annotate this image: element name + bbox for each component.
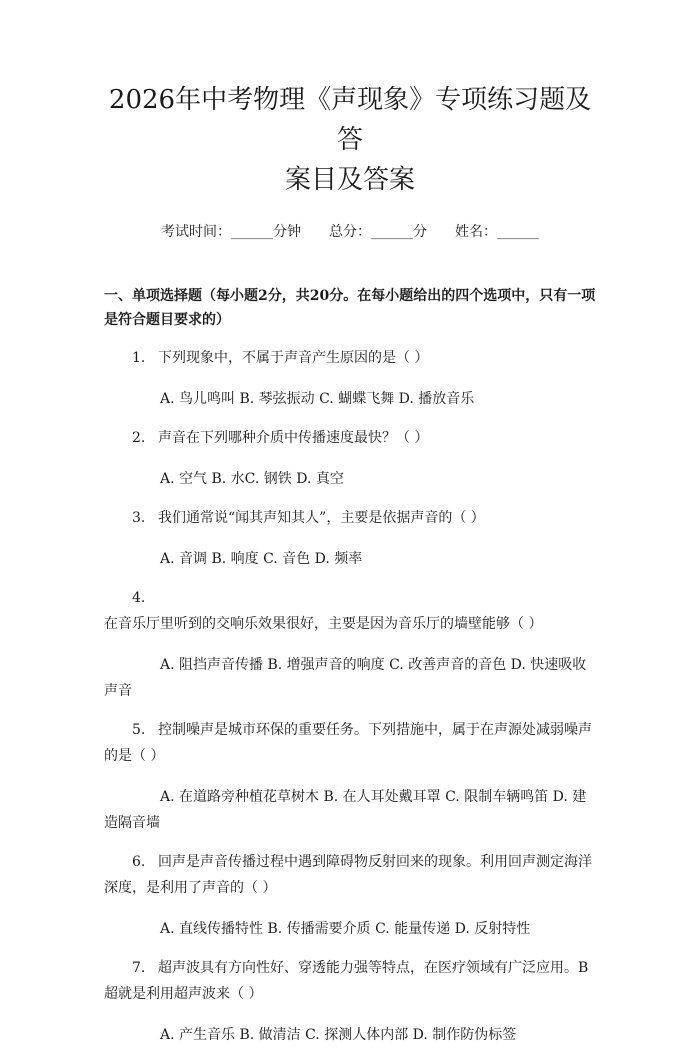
question-options: A. 阻挡声音传播 B. 增强声音的响度 C. 改善声音的音色 D. 快速吸收声音 — [104, 657, 587, 699]
question-item — [104, 345, 596, 412]
question-number: 4. — [132, 590, 146, 606]
question-item — [104, 505, 596, 572]
question-options: A. 产生音乐 B. 做清洁 C. 探测人体内部 D. 制作防伪标签 — [160, 1027, 517, 1043]
question-stem — [104, 717, 596, 769]
question-stem — [104, 849, 596, 901]
question-options: A. 空气 B. 水C. 钢铁 D. 真空 — [160, 471, 344, 487]
question-stem — [104, 585, 596, 637]
question-number: 2. — [132, 430, 146, 446]
question-item — [104, 955, 596, 1048]
question-stem — [104, 425, 596, 451]
question-item — [104, 717, 596, 836]
student-name: 姓名：______ — [455, 224, 539, 240]
question-number: 3. — [132, 510, 146, 526]
question-options: A. 直线传播特性 B. 传播需要介质 C. 能量传递 D. 反射特性 — [160, 921, 531, 937]
question-number: 5. — [132, 722, 146, 738]
question-text: 超声波具有方向性好、穿透能力强等特点，在医疗领域有广泛应用。B超就是利用超声波来（ ） — [104, 960, 589, 1002]
title-line-2: 案目及答案 — [284, 165, 415, 195]
question-text: 控制噪声是城市环保的重要任务。下列措施中，属于在声源处减弱噪声的是（ ） — [104, 722, 592, 764]
question-list — [104, 345, 596, 1048]
question-item — [104, 425, 596, 492]
title-line-1: 2026年中考物理《声现象》专项练习题及答 — [108, 85, 592, 155]
question-text: 回声是声音传播过程中遇到障碍物反射回来的现象。利用回声测定海洋深度，是利用了声音的（ ） — [104, 854, 592, 896]
total-score: 总分：______分 — [329, 224, 427, 240]
exam-info — [104, 222, 596, 242]
question-options: A. 音调 B. 响度 C. 音色 D. 频率 — [160, 551, 363, 567]
question-options: A. 在道路旁种植花草树木 B. 在人耳处戴耳罩 C. 限制车辆鸣笛 D. 建造隔音墙 — [104, 789, 587, 831]
question-item — [104, 585, 596, 704]
document-title — [104, 0, 596, 200]
section-heading: 一、单项选择题（每小题2分，共20分。在每小题给出的四个选项中，只有一项是符合题目要求的） — [104, 288, 596, 328]
question-text: 声音在下列哪种介质中传播速度最快？（ ） — [158, 430, 429, 446]
question-text: 我们通常说“闻其声知其人”，主要是依据声音的（ ） — [158, 510, 485, 526]
question-stem — [104, 505, 596, 531]
question-text: 在音乐厅里听到的交响乐效果很好，主要是因为音乐厅的墙壁能够（ ） — [104, 616, 543, 632]
question-number: 6. — [132, 854, 146, 870]
question-item — [104, 849, 596, 942]
exam-time: 考试时间：______分钟 — [161, 224, 301, 240]
question-options: A. 鸟儿鸣叫 B. 琴弦振动 C. 蝴蝶飞舞 D. 播放音乐 — [160, 391, 475, 407]
question-stem — [104, 345, 596, 371]
question-number: 1. — [132, 350, 146, 366]
question-number: 7. — [132, 960, 146, 976]
question-text: 下列现象中，不属于声音产生原因的是（ ） — [158, 350, 429, 366]
question-stem — [104, 955, 596, 1007]
